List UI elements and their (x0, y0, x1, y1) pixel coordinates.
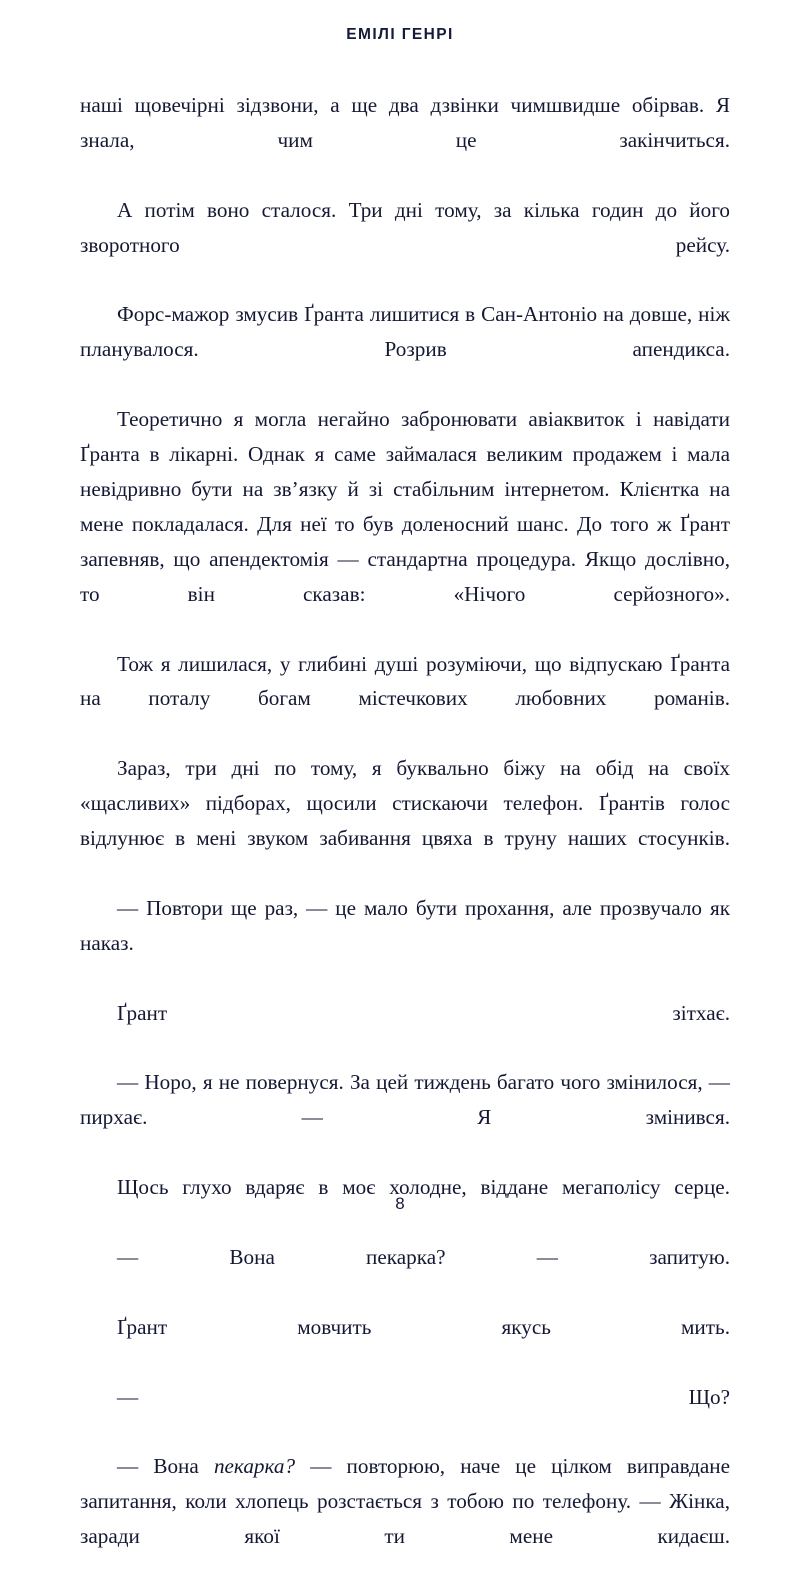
plain-text: — Вона (117, 1454, 214, 1479)
running-head: ЕМІЛІ ГЕНРІ (346, 26, 454, 43)
paragraph: Зараз, три дні по тому, я буквально біжу на обід на своїх «щасливих» підборах, щосили стискаючи телефон. Ґрантів голос відлунює в мені звуком забивання цвяха в труну наших стосунків. (80, 756, 730, 851)
paragraph: Тож я лишилася, у глибині душі розуміючи, що відпускаю Ґранта на поталу богам містечкових любовних романів. (80, 651, 730, 711)
paragraph: — Норо, я не повернуся. За цей тиждень багато чого змінилося, — пирхає. — Я змінився. (80, 1070, 730, 1130)
plain-text: — повторюю, наче це цілком виправдане запитання, коли хлопець розстається з тобою по телефону. — Жінка, заради якої ти мене кидаєш. (80, 1454, 731, 1549)
paragraph: наші щовечірні зідзвони, а ще два дзвінки чимшвидше обірвав. Я знала, чим це закінчиться. (80, 93, 730, 152)
paragraph: Щось глухо вдаряє в моє холодне, віддане мегаполісу серце. (117, 1175, 730, 1200)
paragraph: — Вона пекарка? — запитую. (117, 1244, 730, 1269)
paragraph-rich (80, 1449, 730, 1589)
paragraph: Форс-мажор змусив Ґранта лишитися в Сан-Антоніо на довше, ніж планувалося. Розрив апендикса. (80, 302, 730, 362)
paragraph: — Повтори ще раз, — це мало бути прохання, але прозвучало як наказ. (80, 895, 730, 955)
body-text (80, 88, 730, 1589)
paragraph: Ґрант зітхає. (117, 1000, 730, 1025)
paragraph: А потім воно сталося. Три дні тому, за кілька годин до його зворотного рейсу. (80, 197, 730, 257)
page-number: 8 (395, 1194, 405, 1213)
paragraph: Ґрант мовчить якусь мить. (117, 1314, 730, 1339)
emphasis-text: пекарка? (213, 1454, 296, 1479)
paragraph: — Що? (117, 1384, 730, 1409)
paragraph: Теоретично я могла негайно забронювати авіаквиток і навідати Ґранта в лікарні. Однак я саме займалася великим продажем і мала невідривно бути на зв’язку й зі стабільним інтернетом. Клієнтка на мене покладалася. Для неї то був доленосний шанс. До того ж Ґрант запевняв, що апендектомія — стандартна процедура. Якщо дослівно, то він сказав: «Нічого серйозного». (80, 407, 730, 606)
